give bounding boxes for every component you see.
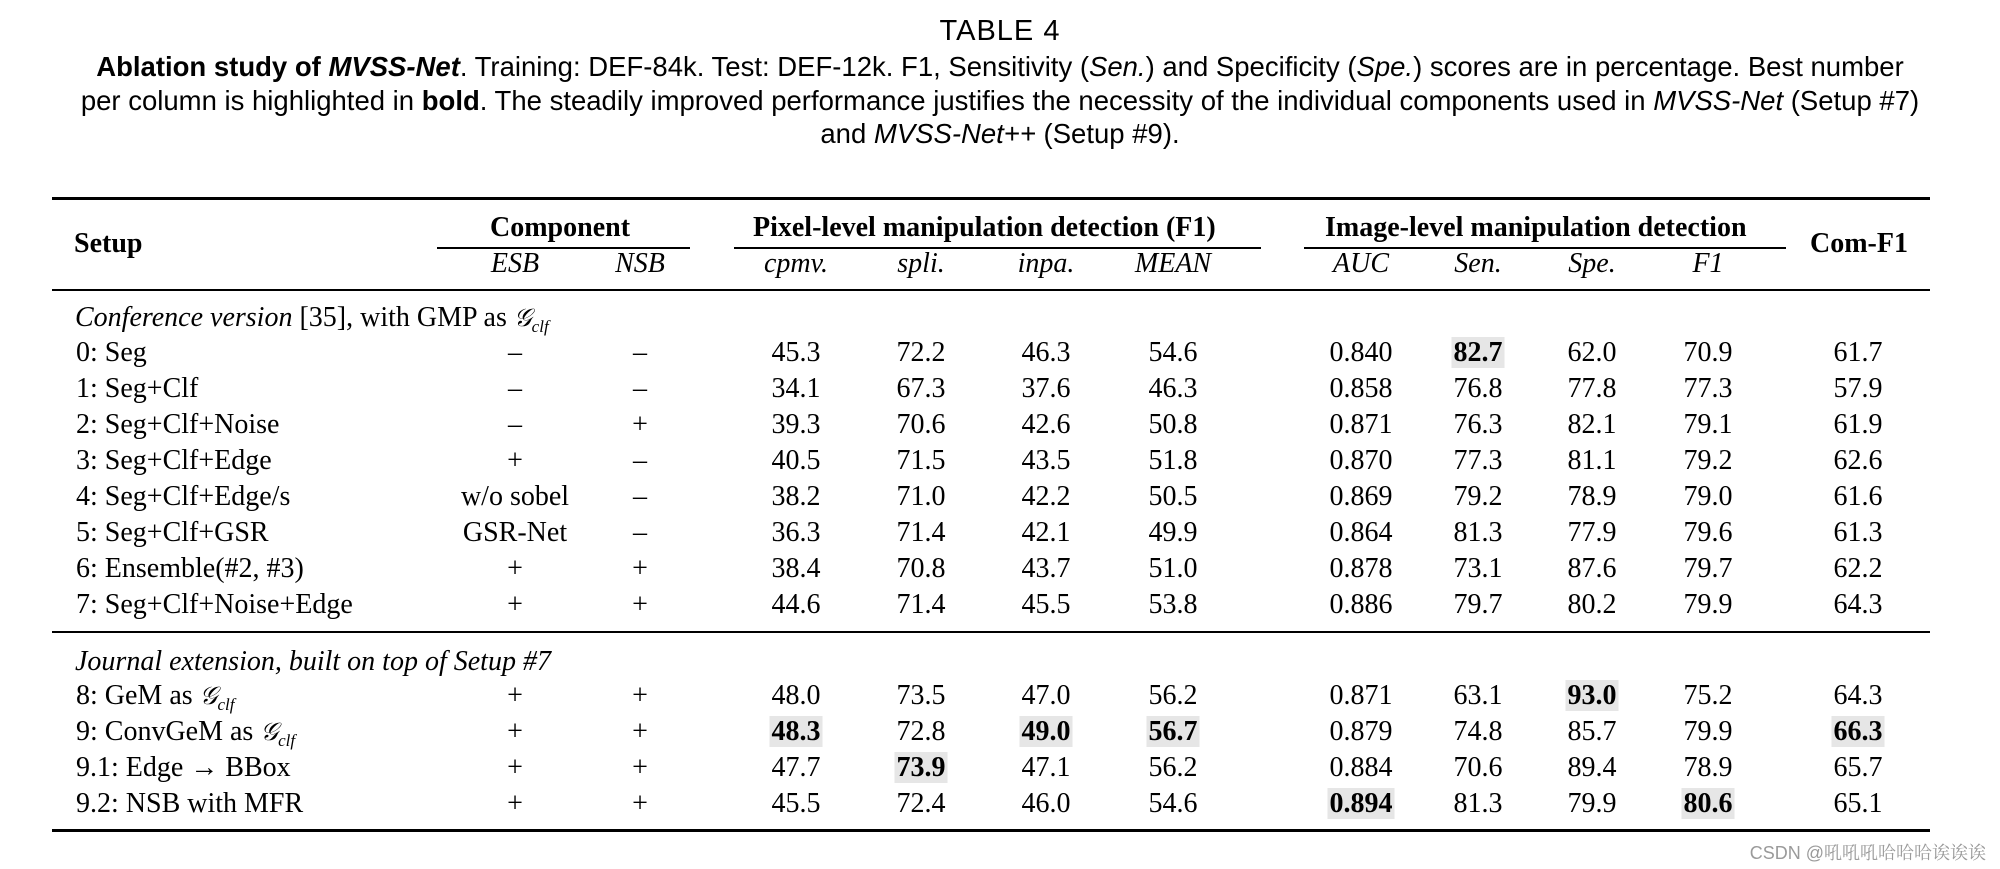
- cell-cpmv: 45.5: [771, 788, 821, 819]
- cell-spli: 72.4: [896, 788, 946, 819]
- cell-auc: 0.884: [1329, 752, 1393, 783]
- table-row: [0, 551, 2000, 587]
- cell-inpa: 47.0: [1021, 680, 1071, 711]
- cell-esb: +: [507, 716, 523, 747]
- cell-spli: 73.9: [896, 752, 946, 783]
- cell-sen: 81.3: [1453, 517, 1503, 548]
- cell-auc: 0.879: [1329, 716, 1393, 747]
- cell-esb: +: [507, 553, 523, 584]
- header-setup: Setup: [74, 228, 143, 259]
- cell-auc: 0.840: [1329, 337, 1393, 368]
- cell-esb: GSR-Net: [462, 517, 568, 548]
- cell-cpmv: 34.1: [771, 373, 821, 404]
- cell-mean: 56.2: [1148, 752, 1198, 783]
- cell-inpa: 42.2: [1021, 481, 1071, 512]
- cell-spli: 72.2: [896, 337, 946, 368]
- cell-nsb: –: [633, 517, 647, 548]
- cell-com-f1: 65.7: [1833, 752, 1883, 783]
- table-row: [0, 714, 2000, 750]
- cell-spe: 62.0: [1567, 337, 1617, 368]
- subheader-spe: Spe.: [1568, 248, 1616, 279]
- setup-label: 0: Seg: [76, 337, 147, 368]
- table-row: [0, 443, 2000, 479]
- section-title-journal: Journal extension, built on top of Setup #7: [75, 646, 551, 677]
- cell-f1: 78.9: [1683, 752, 1733, 783]
- cell-inpa: 47.1: [1021, 752, 1071, 783]
- cell-esb: –: [508, 373, 522, 404]
- cell-auc: 0.869: [1329, 481, 1393, 512]
- table-row: [0, 515, 2000, 551]
- cell-esb: +: [507, 680, 523, 711]
- watermark: CSDN @吼吼吼哈哈哈诶诶诶: [1749, 843, 1986, 863]
- cell-nsb: +: [632, 680, 648, 711]
- cell-esb: –: [508, 409, 522, 440]
- setup-label: 5: Seg+Clf+GSR: [76, 517, 269, 548]
- cell-com-f1: 62.6: [1833, 445, 1883, 476]
- cell-esb: +: [507, 589, 523, 620]
- cell-cpmv: 36.3: [771, 517, 821, 548]
- header-bottom-rule: [52, 289, 1930, 291]
- cell-inpa: 46.3: [1021, 337, 1071, 368]
- cell-cpmv: 45.3: [771, 337, 821, 368]
- cell-spli: 71.4: [896, 517, 946, 548]
- cell-esb: +: [507, 752, 523, 783]
- section-title-conference: Conference version [35], with GMP as 𝒢$_{clf}$: [75, 302, 549, 336]
- cell-cpmv: 38.2: [771, 481, 821, 512]
- cell-com-f1: 62.2: [1833, 553, 1883, 584]
- caption-model-name: MVSS-Net: [328, 51, 460, 82]
- cell-inpa: 42.6: [1021, 409, 1071, 440]
- cell-nsb: +: [632, 788, 648, 819]
- cell-f1: 79.7: [1683, 553, 1733, 584]
- cell-sen: 77.3: [1453, 445, 1503, 476]
- cell-inpa: 43.5: [1021, 445, 1071, 476]
- setup-label: 9: ConvGeM as 𝒢$_{clf}$: [76, 716, 296, 750]
- cell-cpmv: 48.0: [771, 680, 821, 711]
- cell-spe: 81.1: [1567, 445, 1617, 476]
- cell-f1: 79.9: [1683, 589, 1733, 620]
- cell-spe: 79.9: [1567, 788, 1617, 819]
- header-image-level: Image-level manipulation detection: [1325, 212, 1747, 243]
- cell-sen: 79.2: [1453, 481, 1503, 512]
- subheader-mean: MEAN: [1134, 248, 1212, 279]
- cell-inpa: 42.1: [1021, 517, 1071, 548]
- cell-nsb: –: [633, 373, 647, 404]
- cell-nsb: +: [632, 752, 648, 783]
- cell-spe: 93.0: [1567, 680, 1617, 711]
- setup-label: 6: Ensemble(#2, #3): [76, 553, 304, 584]
- cell-com-f1: 61.9: [1833, 409, 1883, 440]
- table-caption: [0, 14, 2000, 151]
- cell-mean: 54.6: [1148, 337, 1198, 368]
- cell-f1: 77.3: [1683, 373, 1733, 404]
- cell-spli: 72.8: [896, 716, 946, 747]
- cell-spli: 70.6: [896, 409, 946, 440]
- cell-f1: 79.0: [1683, 481, 1733, 512]
- cell-mean: 51.8: [1148, 445, 1198, 476]
- cell-sen: 73.1: [1453, 553, 1503, 584]
- cell-auc: 0.878: [1329, 553, 1393, 584]
- cell-mean: 51.0: [1148, 553, 1198, 584]
- cell-sen: 76.3: [1453, 409, 1503, 440]
- setup-label: 4: Seg+Clf+Edge/s: [76, 481, 291, 512]
- cell-inpa: 37.6: [1021, 373, 1071, 404]
- cell-com-f1: 61.6: [1833, 481, 1883, 512]
- setup-label: 9.2: NSB with MFR: [76, 788, 304, 819]
- setup-label: 8: GeM as 𝒢$_{clf}$: [76, 680, 235, 714]
- cell-com-f1: 64.3: [1833, 680, 1883, 711]
- setup-label: 3: Seg+Clf+Edge: [76, 445, 272, 476]
- cell-auc: 0.870: [1329, 445, 1393, 476]
- cell-spli: 71.4: [896, 589, 946, 620]
- cell-com-f1: 61.7: [1833, 337, 1883, 368]
- subheader-spli: spli.: [897, 248, 945, 279]
- cell-f1: 79.6: [1683, 517, 1733, 548]
- table-row: [0, 786, 2000, 822]
- cell-sen: 70.6: [1453, 752, 1503, 783]
- cell-mean: 53.8: [1148, 589, 1198, 620]
- cell-nsb: –: [633, 481, 647, 512]
- header-component: Component: [490, 212, 631, 243]
- cell-spli: 70.8: [896, 553, 946, 584]
- cell-f1: 75.2: [1683, 680, 1733, 711]
- caption-bold-lead: Ablation study of: [96, 51, 329, 82]
- cell-spli: 71.5: [896, 445, 946, 476]
- cell-mean: 49.9: [1148, 517, 1198, 548]
- table-bottom-rule: [52, 829, 1930, 832]
- cell-spe: 89.4: [1567, 752, 1617, 783]
- cell-spe: 77.8: [1567, 373, 1617, 404]
- cell-spli: 71.0: [896, 481, 946, 512]
- header-com-f1: Com-F1: [1810, 228, 1908, 259]
- cell-spli: 67.3: [896, 373, 946, 404]
- table-row: [0, 678, 2000, 714]
- cell-spe: 77.9: [1567, 517, 1617, 548]
- setup-label: 1: Seg+Clf: [76, 373, 199, 404]
- cell-spli: 73.5: [896, 680, 946, 711]
- cell-com-f1: 61.3: [1833, 517, 1883, 548]
- cell-nsb: +: [632, 716, 648, 747]
- cell-auc: 0.858: [1329, 373, 1393, 404]
- cell-cpmv: 40.5: [771, 445, 821, 476]
- setup-label: 9.1: Edge → BBox: [76, 752, 291, 783]
- cell-inpa: 46.0: [1021, 788, 1071, 819]
- cell-inpa: 45.5: [1021, 589, 1071, 620]
- cell-sen: 63.1: [1453, 680, 1503, 711]
- cell-auc: 0.871: [1329, 409, 1393, 440]
- cell-esb: –: [508, 337, 522, 368]
- cell-sen: 74.8: [1453, 716, 1503, 747]
- cell-nsb: –: [633, 445, 647, 476]
- cell-sen: 81.3: [1453, 788, 1503, 819]
- cell-cpmv: 44.6: [771, 589, 821, 620]
- cell-mean: 56.2: [1148, 680, 1198, 711]
- table-row: [0, 407, 2000, 443]
- cell-cpmv: 38.4: [771, 553, 821, 584]
- cell-com-f1: 64.3: [1833, 589, 1883, 620]
- cell-com-f1: 57.9: [1833, 373, 1883, 404]
- cell-sen: 79.7: [1453, 589, 1503, 620]
- subheader-f1: F1: [1692, 248, 1724, 279]
- setup-label: 7: Seg+Clf+Noise+Edge: [76, 589, 353, 620]
- subheader-sen: Sen.: [1454, 248, 1502, 279]
- cell-nsb: –: [633, 337, 647, 368]
- cell-cpmv: 48.3: [771, 716, 821, 747]
- cell-esb: w/o sobel: [460, 481, 570, 512]
- cell-mean: 54.6: [1148, 788, 1198, 819]
- cell-spe: 85.7: [1567, 716, 1617, 747]
- cell-esb: +: [507, 445, 523, 476]
- section-divider-rule: [52, 631, 1930, 633]
- cell-spe: 87.6: [1567, 553, 1617, 584]
- table-row: [0, 371, 2000, 407]
- cell-inpa: 49.0: [1021, 716, 1071, 747]
- cell-mean: 56.7: [1148, 716, 1198, 747]
- setup-label: 2: Seg+Clf+Noise: [76, 409, 280, 440]
- table-top-rule: [52, 197, 1930, 200]
- subheader-inpa: inpa.: [1017, 248, 1075, 279]
- cell-esb: +: [507, 788, 523, 819]
- cell-nsb: +: [632, 409, 648, 440]
- cell-nsb: +: [632, 553, 648, 584]
- cell-spe: 80.2: [1567, 589, 1617, 620]
- header-pixel-level: Pixel-level manipulation detection (F1): [753, 212, 1216, 243]
- cell-f1: 79.9: [1683, 716, 1733, 747]
- cell-cpmv: 47.7: [771, 752, 821, 783]
- cell-auc: 0.894: [1329, 788, 1393, 819]
- table-row: [0, 750, 2000, 786]
- cell-auc: 0.871: [1329, 680, 1393, 711]
- caption-text: Ablation study of MVSS-Net. Training: DEF-84k. Test: DEF-12k. F1, Sensitivity (Sen.) and Specificity (Spe.) scores are in percentage. Best number per column is highlighted in bold. The steadily improved performance justifies the necessity of the individual components used in MVSS-Net (Setup #7) and MVSS-Net++ (Setup #9).: [80, 51, 1920, 149]
- cell-mean: 50.5: [1148, 481, 1198, 512]
- table-row: [0, 587, 2000, 623]
- cell-com-f1: 65.1: [1833, 788, 1883, 819]
- cell-cpmv: 39.3: [771, 409, 821, 440]
- subheader-auc: AUC: [1333, 248, 1389, 279]
- cell-spe: 82.1: [1567, 409, 1617, 440]
- subheader-nsb: NSB: [615, 248, 665, 279]
- cell-sen: 82.7: [1453, 337, 1503, 368]
- table-row: [0, 335, 2000, 371]
- cell-nsb: +: [632, 589, 648, 620]
- cell-f1: 79.1: [1683, 409, 1733, 440]
- subheader-esb: ESB: [490, 248, 540, 279]
- cell-auc: 0.886: [1329, 589, 1393, 620]
- subheader-cpmv: cpmv.: [764, 248, 828, 279]
- table-label: TABLE 4: [939, 15, 1061, 47]
- cell-spe: 78.9: [1567, 481, 1617, 512]
- cell-f1: 70.9: [1683, 337, 1733, 368]
- cell-sen: 76.8: [1453, 373, 1503, 404]
- cell-inpa: 43.7: [1021, 553, 1071, 584]
- table-row: [0, 479, 2000, 515]
- cell-com-f1: 66.3: [1833, 716, 1883, 747]
- cell-mean: 46.3: [1148, 373, 1198, 404]
- cell-f1: 79.2: [1683, 445, 1733, 476]
- cell-auc: 0.864: [1329, 517, 1393, 548]
- cell-f1: 80.6: [1683, 788, 1733, 819]
- cell-mean: 50.8: [1148, 409, 1198, 440]
